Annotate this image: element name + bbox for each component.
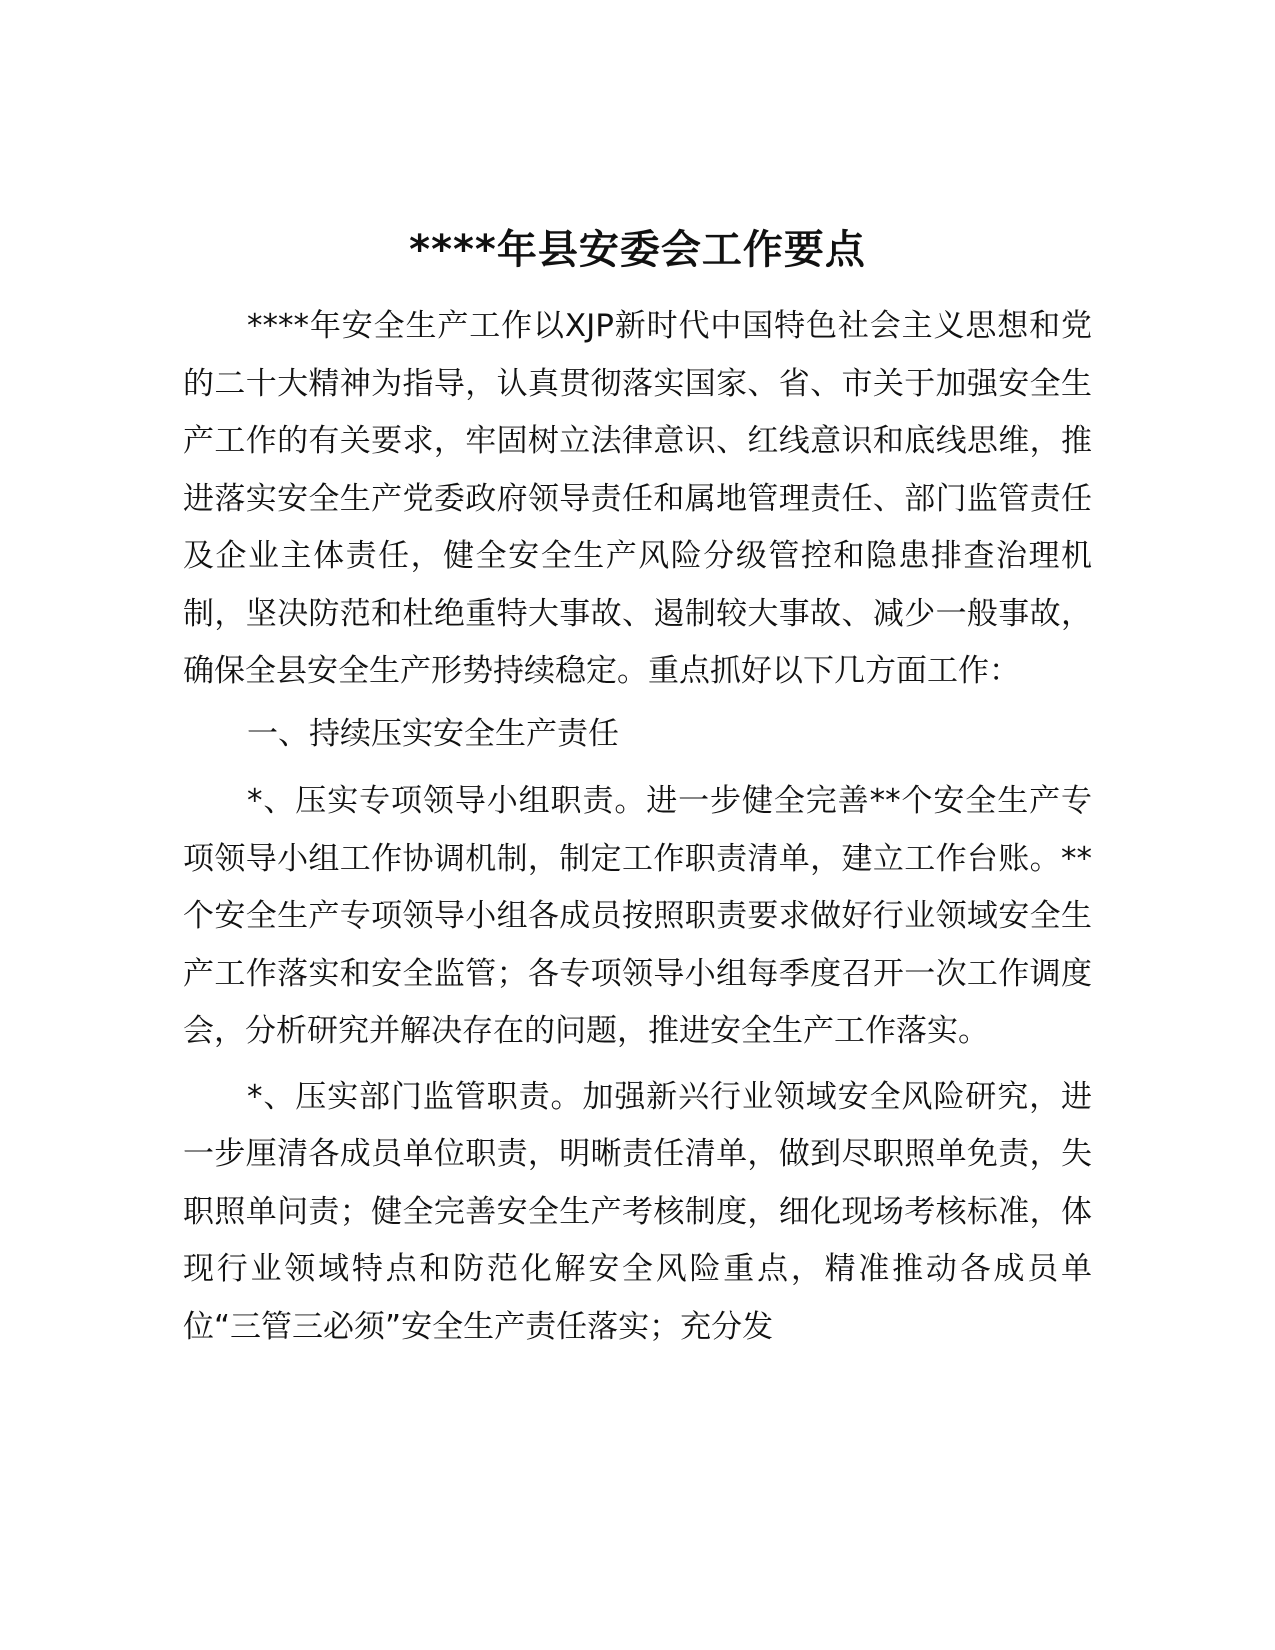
section-heading-1: 一、持续压实安全生产责任 [247,715,619,752]
item-paragraph-1: *、压实专项领导小组职责。进一步健全完善**个安全生产专项领导小组工作协调机制，制定工作职责清单，建立工作台账。**个安全生产专项领导小组各成员按照职责要求做好行业领域安全生产工作落实和安全监管；各专项领导小组每季度召开一次工作调度会，分析研究并解决存在的问题，推进安全生产工作落实。 [183,783,1092,1049]
document-body [183,298,1092,1364]
item-paragraph-2: *、压实部门监管职责。加强新兴行业领域安全风险研究，进一步厘清各成员单位职责，明晰责任清单，做到尽职照单免责，失职照单问责；健全完善安全生产考核制度，细化现场考核标准，体现行业领域特点和防范化解安全风险重点，精准推动各成员单位“三管三必须”安全生产责任落实；充分发 [183,1078,1092,1345]
intro-paragraph: ****年安全生产工作以XJP新时代中国特色社会主义思想和党的二十大精神为指导，认真贯彻落实国家、省、市关于加强安全生产工作的有关要求，牢固树立法律意识、红线意识和底线思维，推进落实安全生产党委政府领导责任和属地管理责任、部门监管责任及企业主体责任，健全安全生产风险分级管控和隐患排查治理机制，坚决防范和杜绝重特大事故、遏制较大事故、减少一般事故，确保全县安全生产形势持续稳定。重点抓好以下几方面工作： [183,308,1092,689]
document-title: ****年县安委会工作要点 [409,227,866,273]
